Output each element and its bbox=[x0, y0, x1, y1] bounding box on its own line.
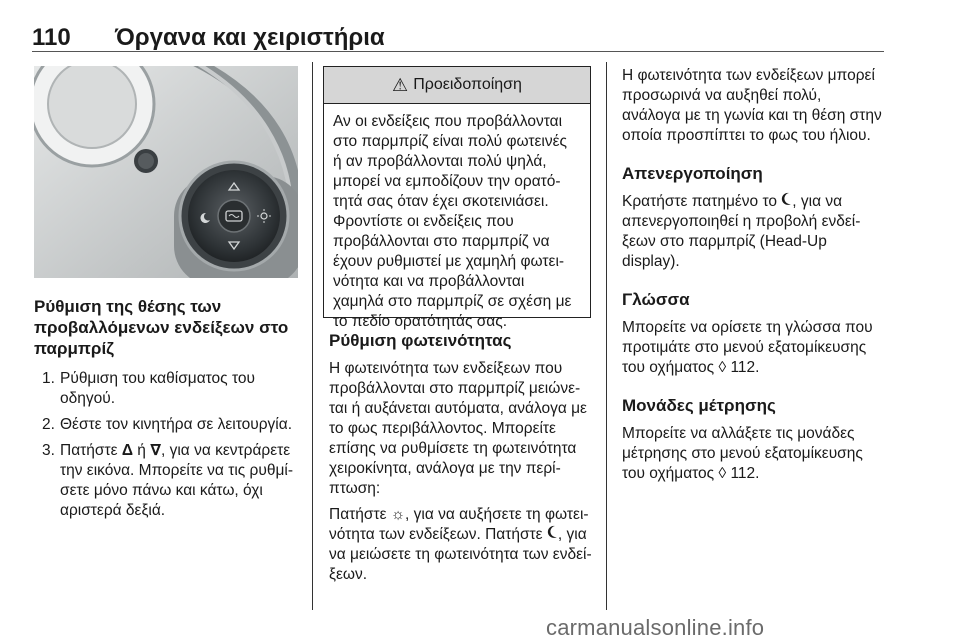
heading-line: προβαλλόμενων ενδείξεων στο bbox=[34, 318, 289, 337]
brightness-heading: Ρύθμιση φωτεινότητας bbox=[329, 331, 512, 350]
step-text: την εικόνα. Μπορείτε να τις ρυθμί- bbox=[60, 462, 293, 479]
warning-line: νότητα και να προβάλλονται bbox=[333, 273, 525, 290]
page-reference[interactable]: 112. bbox=[726, 465, 760, 482]
text-line: Πατήστε bbox=[329, 506, 391, 523]
moon-icon bbox=[547, 525, 558, 539]
column-divider-2 bbox=[606, 62, 607, 610]
page-reference[interactable]: 112. bbox=[726, 359, 760, 376]
page-reference-icon: ◊ bbox=[718, 359, 727, 376]
warning-line: Φροντίστε οι ενδείξεις που bbox=[333, 213, 514, 230]
step-text: Θέστε τον κινητήρα σε λειτουργία. bbox=[60, 416, 293, 433]
watermark: carmanualsonline.info bbox=[546, 615, 765, 640]
text-line: ανάλογα με τη γωνία και τη θέση στην bbox=[622, 107, 882, 124]
step-text: ή bbox=[132, 442, 151, 459]
warning-line: μπορεί να εμποδίζουν την ορατό- bbox=[333, 173, 561, 190]
hud-position-heading bbox=[34, 296, 304, 359]
warning-line: χαμηλά στο παρμπρίζ σε σχέση με bbox=[333, 293, 572, 310]
text-line: προσωρινά να αυξηθεί πολύ, bbox=[622, 87, 822, 104]
text-line: Η φωτεινότητα των ενδείξεων που bbox=[329, 360, 563, 377]
heading-line: παρμπρίζ bbox=[34, 339, 114, 358]
warning-line: προβάλλονται στο παρμπρίζ να bbox=[333, 233, 550, 250]
heading-line: Ρύθμιση της θέσης των bbox=[34, 297, 222, 316]
warning-line: στο παρμπρίζ είναι πολύ φωτεινές bbox=[333, 133, 567, 150]
text-line: χειροκίνητα, ανάλογα με την περί- bbox=[329, 460, 561, 477]
warning-icon: ⚠ bbox=[392, 74, 409, 95]
text-line: προβάλλονται στο παρμπρίζ μειώνε- bbox=[329, 380, 581, 397]
language-heading: Γλώσσα bbox=[622, 290, 690, 309]
step-text: Ρύθμιση του καθίσματος του bbox=[60, 370, 255, 387]
text-line: Μπορείτε να αλλάξετε τις μονάδες bbox=[622, 425, 855, 442]
warning-title: Προειδοποίηση bbox=[413, 76, 522, 93]
text-line: Μπορείτε να ορίσετε τη γλώσσα που bbox=[622, 319, 873, 336]
hud-controls-illustration bbox=[34, 66, 298, 278]
units-heading: Μονάδες μέτρησης bbox=[622, 396, 776, 415]
steps-list bbox=[34, 369, 304, 521]
text-line: οποία προσπίπτει το φως του ήλιου. bbox=[622, 127, 871, 144]
text-line: , για bbox=[557, 526, 587, 543]
warning-box bbox=[323, 66, 591, 330]
deactivation-paragraph bbox=[622, 192, 892, 272]
text-line: νότητα των ενδείξεων. Πατήστε bbox=[329, 526, 547, 543]
brightness-paragraph bbox=[329, 359, 599, 499]
step-number: 2. bbox=[42, 416, 55, 433]
text-line: ξεων στο παρμπρίζ (Head-Up bbox=[622, 233, 827, 250]
step-text: οδηγού. bbox=[60, 390, 116, 407]
step-number: 3. bbox=[42, 442, 55, 459]
step-1 bbox=[34, 369, 304, 409]
text-line: να μειώσετε τη φωτεινότητα των ενδεί- bbox=[329, 546, 592, 563]
language-paragraph bbox=[622, 318, 892, 378]
warning-body bbox=[324, 104, 590, 332]
step-number: 1. bbox=[42, 370, 55, 387]
warning-line: τητά σας όταν έχει σκοτεινιάσει. bbox=[333, 193, 549, 210]
header-divider bbox=[32, 51, 884, 52]
step-text: σετε μόνο πάνω και κάτω, όχι bbox=[60, 482, 263, 499]
sun-icon: ☼ bbox=[390, 506, 406, 523]
units-paragraph bbox=[622, 424, 892, 484]
page-title: Όργανα και χειριστήρια bbox=[115, 24, 385, 51]
warning-line: έχουν ρυθμιστεί με χαμηλή φωτει- bbox=[333, 253, 565, 270]
text-line: Κρατήστε πατημένο το bbox=[622, 193, 782, 210]
arrow-up-icon: Δ bbox=[121, 442, 133, 459]
column-3 bbox=[622, 66, 892, 484]
column-1 bbox=[34, 296, 304, 527]
warning-line: το πεδίο ορατότητάς σας. bbox=[333, 313, 508, 330]
text-line: απενεργοποιηθεί η προβολή ενδεί- bbox=[622, 213, 861, 230]
step-3 bbox=[34, 441, 304, 521]
step-text: , για να κεντράρετε bbox=[161, 442, 291, 459]
text-line: ξεων. bbox=[329, 566, 368, 583]
arrow-down-icon: ∇ bbox=[150, 442, 161, 459]
text-line: επίσης να ρυθμίσετε τη φωτεινότητα bbox=[329, 440, 577, 457]
text-line: , για να bbox=[792, 193, 843, 210]
moon-icon bbox=[781, 192, 792, 206]
hud-controls-photo bbox=[34, 66, 298, 278]
warning-line: Αν οι ενδείξεις που προβάλλονται bbox=[333, 113, 563, 130]
text-line: του οχήματος bbox=[622, 465, 719, 482]
text-line: ται ή αυξάνεται αυτόματα, ανάλογα με bbox=[329, 400, 587, 417]
page-reference-icon: ◊ bbox=[718, 465, 727, 482]
warning-header bbox=[324, 67, 590, 104]
text-line: το φως περιβάλλοντος. Μπορείτε bbox=[329, 420, 556, 437]
brightness-instructions bbox=[329, 505, 599, 585]
text-line: , για να αυξήσετε τη φωτει- bbox=[405, 506, 589, 523]
column-divider-1 bbox=[312, 62, 313, 610]
text-line: μέτρησης στο μενού εξατομίκευσης bbox=[622, 445, 863, 462]
deactivation-heading: Απενεργοποίηση bbox=[622, 164, 763, 183]
text-line: display). bbox=[622, 253, 680, 270]
step-2 bbox=[34, 415, 304, 435]
step-text: Πατήστε bbox=[60, 442, 122, 459]
warning-line: ή αν προβάλλονται πολύ ψηλά, bbox=[333, 153, 547, 170]
sunlight-note bbox=[622, 66, 892, 146]
text-line: του οχήματος bbox=[622, 359, 719, 376]
brightness-section bbox=[329, 330, 599, 585]
text-line: πτωση: bbox=[329, 480, 381, 497]
text-line: προτιμάτε στο μενού εξατομίκευσης bbox=[622, 339, 867, 356]
step-text: αριστερά δεξιά. bbox=[60, 502, 166, 519]
text-line: Η φωτεινότητα των ενδείξεων μπορεί bbox=[622, 67, 875, 84]
page-number: 110 bbox=[32, 24, 71, 51]
